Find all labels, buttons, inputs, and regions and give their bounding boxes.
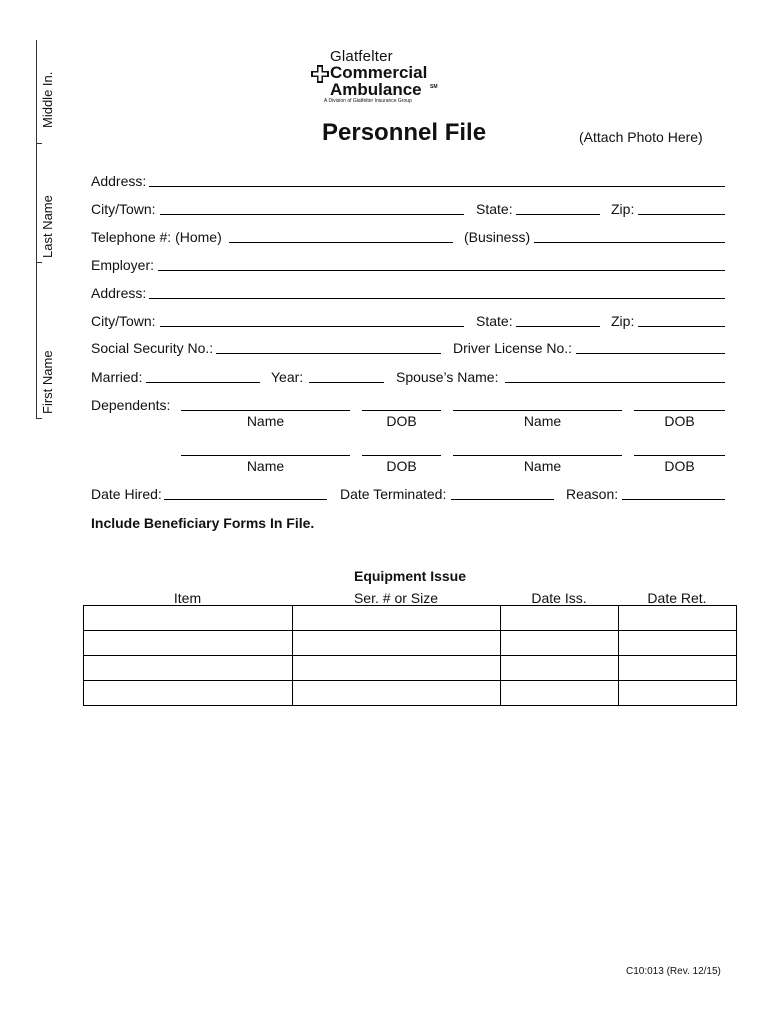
equipment-date-returned-cell[interactable]: [619, 631, 737, 656]
reason-field[interactable]: [622, 499, 725, 500]
employer-label: Employer:: [91, 257, 155, 273]
employer-city-field[interactable]: [160, 326, 464, 327]
dependent-1-name-field[interactable]: [181, 410, 350, 411]
telephone-home-field[interactable]: [229, 242, 453, 243]
city-label: City/Town:: [91, 201, 156, 217]
married-field[interactable]: [146, 382, 260, 383]
ssn-label: Social Security No.:: [91, 340, 214, 356]
dependent-name-caption: Name: [523, 413, 562, 429]
telephone-business-label: (Business): [464, 229, 531, 245]
equipment-item-cell[interactable]: [84, 656, 293, 681]
logo-division: A Division of Glatfelter Insurance Group: [324, 98, 412, 104]
equipment-date-issued-cell[interactable]: [501, 606, 619, 631]
table-row: [84, 681, 737, 706]
employer-state-label: State:: [476, 313, 513, 329]
equipment-col-date-returned: Date Ret.: [647, 590, 707, 606]
equipment-serial-cell[interactable]: [293, 631, 501, 656]
address-label: Address:: [91, 173, 147, 189]
side-tab-tick: [36, 262, 42, 263]
logo-line-2: Commercial: [330, 63, 428, 82]
side-tab-tick: [36, 418, 42, 419]
equipment-date-issued-cell[interactable]: [501, 631, 619, 656]
table-row: [84, 606, 737, 631]
last-name-label: Last Name: [40, 195, 55, 258]
company-logo: [310, 48, 450, 108]
date-hired-field[interactable]: [164, 499, 327, 500]
side-tab-line: [36, 40, 37, 418]
dependent-name-caption: Name: [246, 458, 285, 474]
ssn-field[interactable]: [216, 353, 441, 354]
service-mark: SM: [430, 84, 438, 90]
address-field[interactable]: [149, 186, 725, 187]
dependent-3-dob-field[interactable]: [362, 455, 441, 456]
beneficiary-note: Include Beneficiary Forms In File.: [91, 515, 315, 531]
dependent-dob-caption: DOB: [664, 413, 695, 429]
date-hired-label: Date Hired:: [91, 486, 162, 502]
employer-city-label: City/Town:: [91, 313, 156, 329]
form-number: C10:013 (Rev. 12/15): [626, 966, 721, 977]
first-name-label: First Name: [40, 350, 55, 414]
equipment-col-serial: Ser. # or Size: [353, 590, 439, 606]
cross-icon: [310, 64, 330, 84]
spouse-field[interactable]: [505, 382, 725, 383]
dependent-1-dob-field[interactable]: [362, 410, 441, 411]
employer-zip-field[interactable]: [638, 326, 725, 327]
state-label: State:: [476, 201, 513, 217]
zip-label: Zip:: [611, 201, 635, 217]
married-label: Married:: [91, 369, 143, 385]
equipment-table: [83, 605, 737, 706]
equipment-item-cell[interactable]: [84, 606, 293, 631]
logo-line-3: Ambulance: [330, 80, 422, 99]
dependent-dob-caption: DOB: [386, 413, 417, 429]
equipment-title: Equipment Issue: [353, 568, 467, 584]
employer-field[interactable]: [158, 270, 725, 271]
dependent-2-dob-field[interactable]: [634, 410, 725, 411]
equipment-col-item: Item: [173, 590, 202, 606]
telephone-business-field[interactable]: [534, 242, 725, 243]
employer-zip-label: Zip:: [611, 313, 635, 329]
employer-address-field[interactable]: [149, 298, 725, 299]
equipment-date-issued-cell[interactable]: [501, 681, 619, 706]
employer-state-field[interactable]: [516, 326, 600, 327]
reason-label: Reason:: [566, 486, 619, 502]
dependent-4-dob-field[interactable]: [634, 455, 725, 456]
dependents-label: Dependents:: [91, 397, 171, 413]
state-field[interactable]: [516, 214, 600, 215]
equipment-serial-cell[interactable]: [293, 656, 501, 681]
date-terminated-label: Date Terminated:: [340, 486, 447, 502]
telephone-home-label: Telephone #: (Home): [91, 229, 222, 245]
equipment-date-issued-cell[interactable]: [501, 656, 619, 681]
equipment-date-returned-cell[interactable]: [619, 606, 737, 631]
dependent-4-name-field[interactable]: [453, 455, 622, 456]
dependent-name-caption: Name: [523, 458, 562, 474]
dependent-dob-caption: DOB: [386, 458, 417, 474]
table-row: [84, 656, 737, 681]
photo-note: (Attach Photo Here): [579, 129, 703, 145]
license-field[interactable]: [576, 353, 725, 354]
equipment-serial-cell[interactable]: [293, 606, 501, 631]
equipment-date-returned-cell[interactable]: [619, 681, 737, 706]
employer-address-label: Address:: [91, 285, 147, 301]
dependent-2-name-field[interactable]: [453, 410, 622, 411]
equipment-date-returned-cell[interactable]: [619, 656, 737, 681]
zip-field[interactable]: [638, 214, 725, 215]
page-title: Personnel File: [322, 119, 487, 146]
equipment-item-cell[interactable]: [84, 631, 293, 656]
logo-line-1: Glatfelter: [330, 48, 393, 65]
dependent-name-caption: Name: [246, 413, 285, 429]
equipment-item-cell[interactable]: [84, 681, 293, 706]
side-tab-tick: [36, 143, 42, 144]
year-field[interactable]: [309, 382, 384, 383]
date-terminated-field[interactable]: [451, 499, 554, 500]
middle-initial-label: Middle In.: [40, 71, 55, 128]
year-label: Year:: [271, 369, 304, 385]
table-row: [84, 631, 737, 656]
dependent-dob-caption: DOB: [664, 458, 695, 474]
dependent-3-name-field[interactable]: [181, 455, 350, 456]
equipment-serial-cell[interactable]: [293, 681, 501, 706]
equipment-col-date-issued: Date Iss.: [531, 590, 587, 606]
license-label: Driver License No.:: [453, 340, 573, 356]
spouse-label: Spouse’s Name:: [396, 369, 499, 385]
city-field[interactable]: [160, 214, 464, 215]
